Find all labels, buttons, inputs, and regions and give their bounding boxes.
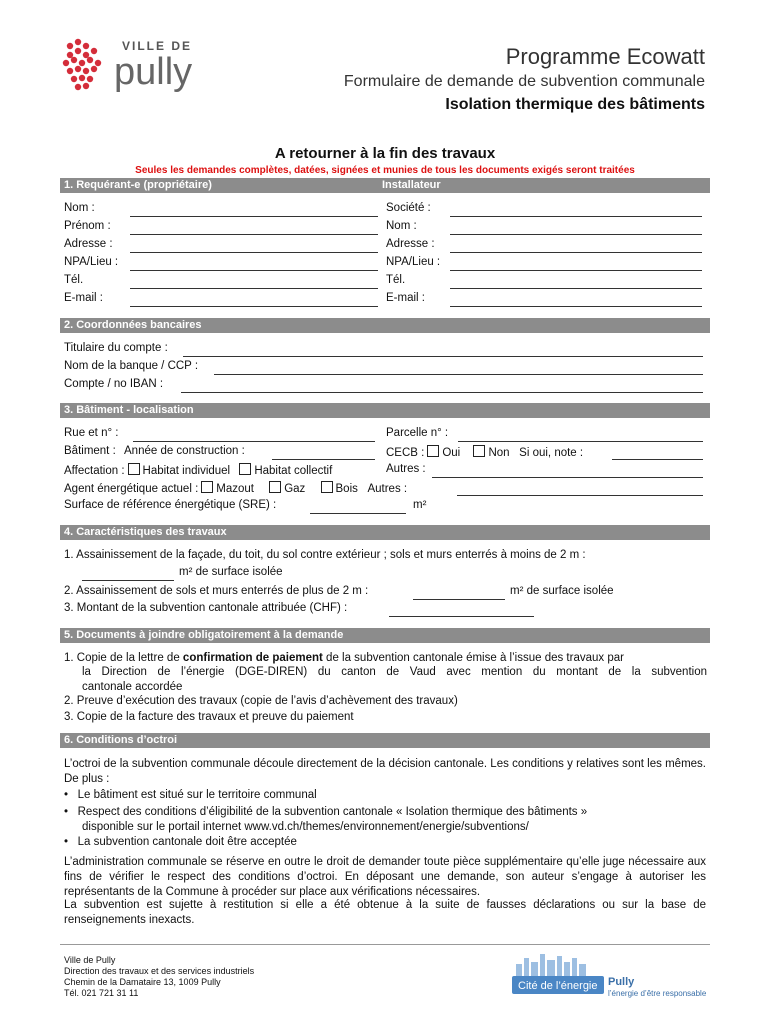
others2-field[interactable] (457, 495, 703, 496)
bank-field[interactable] (181, 392, 703, 393)
bullet-3: • La subvention cantonale doit être acceptée (64, 836, 297, 848)
section5-header (60, 628, 710, 643)
docs-item-1-line2: la Direction de l’énergie (DGE-DIREN) du canton de Vaud avec mention du montant de la subvention (82, 666, 707, 678)
parcel-field[interactable] (458, 441, 703, 442)
others-field[interactable] (432, 477, 703, 478)
bullet-2-line2: disponible sur le portail internet www.vd.ch/themes/environnement/energie/subventions/ (82, 821, 529, 833)
installer-label: E-mail : (386, 292, 425, 304)
applicant-field[interactable] (130, 270, 378, 271)
section4-header (60, 525, 710, 540)
installer-label: NPA/Lieu : (386, 256, 441, 268)
svg-text:pully: pully (114, 51, 193, 93)
gaz-label: Gaz (284, 483, 306, 495)
installer-label: Tél. (386, 274, 406, 286)
program-title: Programme Ecowatt (505, 44, 705, 69)
year-label: Année de construction : (124, 445, 245, 457)
parcel-label: Parcelle n° : (386, 427, 449, 439)
applicant-label: NPA/Lieu : (64, 256, 119, 268)
docs-item-1-bold: confirmation de paiement (182, 652, 323, 664)
cite-tagline: l’énergie d’être responsable (608, 989, 707, 998)
street-label: Rue et n° : (64, 427, 119, 439)
section6-title: 6. Conditions d’octroi (64, 734, 178, 746)
mazout-checkbox[interactable] (201, 481, 213, 493)
collective-checkbox[interactable] (239, 463, 251, 475)
year-field[interactable] (272, 459, 375, 460)
form-title: Formulaire de demande de subvention communale (343, 73, 705, 90)
gaz-checkbox[interactable] (269, 481, 281, 493)
works-item-1-unit: m² de surface isolée (179, 566, 283, 578)
note-field[interactable] (612, 459, 703, 460)
return-note: A retourner à la fin des travaux (274, 145, 496, 162)
bullet-2: • Respect des conditions d’éligibilité de la subvention cantonale « Isolation thermique des bâtiments » (64, 806, 588, 818)
works-item-1-field[interactable] (82, 580, 174, 581)
docs-item-3: 3. Copie de la facture des travaux et preuve du paiement (64, 711, 354, 723)
bois-checkbox[interactable] (321, 481, 333, 493)
applicant-label: E-mail : (64, 292, 103, 304)
cecb-row (386, 445, 583, 459)
installer-field[interactable] (450, 216, 702, 217)
footer-line-3: Chemin de la Damataire 13, 1009 Pully (64, 977, 221, 987)
cecb-no-checkbox[interactable] (473, 445, 485, 457)
sre-field[interactable] (310, 513, 406, 514)
section3-header (60, 403, 710, 418)
individual-label: Habitat individuel (142, 465, 231, 477)
applicant-field[interactable] (130, 252, 378, 253)
applicant-field[interactable] (130, 306, 378, 307)
building-label: Bâtiment : (64, 445, 116, 457)
applicant-field[interactable] (130, 216, 378, 217)
works-item-3-field[interactable] (389, 616, 534, 617)
conditions-paragraph-2: L’administration communale se réserve en outre le droit de demander toute pièce supplémentaire qu’elle juge nécessaire aux fins de vérifier le respect des conditions d’octroi. En déposant une demande, son auteur s’engage à autoriser les représentants de la Commune à procéder sur place aux vérifications nécessaires. (64, 856, 706, 898)
installer-label: Nom : (386, 220, 417, 232)
energy-row (64, 481, 407, 495)
bank-field[interactable] (214, 374, 703, 375)
installer-field[interactable] (450, 252, 702, 253)
footer-divider (60, 944, 710, 945)
cite-label: Cité de l’énergie (518, 980, 598, 992)
section5-title: 5. Documents à joindre obligatoirement à la demande (64, 629, 344, 641)
bullet-1-text: Le bâtiment est situé sur le territoire communal (77, 789, 317, 801)
cecb-label: CECB : (386, 447, 425, 459)
section2-title: 2. Coordonnées bancaires (64, 319, 202, 331)
bullet-1: • Le bâtiment est situé sur le territoire communal (64, 789, 317, 801)
applicant-label: Tél. (64, 274, 84, 286)
cite-city: Pully (608, 976, 635, 988)
conditions-paragraph-3: La subvention est sujette à restitution si elle a été obtenue à la suite de fausses déclarations ou sur la base de renseignements inexacts. (64, 899, 706, 926)
footer-line-1: Ville de Pully (64, 955, 116, 965)
bank-label: Titulaire du compte : (64, 342, 168, 354)
section2-header (60, 318, 710, 333)
installer-field[interactable] (450, 270, 702, 271)
collective-label: Habitat collectif (254, 465, 333, 477)
docs-item-1-line3: cantonale accordée (82, 681, 183, 693)
installer-field[interactable] (450, 306, 702, 307)
pully-logo (62, 36, 252, 94)
bullet-2-text: Respect des conditions d’éligibilité de la subvention cantonale « Isolation thermique des bâtiments » (77, 806, 588, 818)
bois-label: Bois (335, 483, 358, 495)
section1-header (60, 178, 710, 193)
installer-field[interactable] (450, 234, 702, 235)
applicant-label: Prénom : (64, 220, 111, 232)
affectation-label: Affectation : (64, 465, 125, 477)
installer-field[interactable] (450, 288, 702, 289)
section4-title: 4. Caractéristiques des travaux (64, 526, 227, 538)
works-item-2: 2. Assainissement de sols et murs enterrés de plus de 2 m : (64, 585, 369, 597)
docs-item-1-post: de la subvention cantonale émise à l’issue des travaux par (322, 652, 624, 664)
docs-item-1-pre: 1. Copie de la lettre de (64, 652, 183, 664)
conditions-intro: L’octroi de la subvention communale découle directement de la décision cantonale. Les conditions y relatives sont les mêmes. De plus : (64, 758, 706, 785)
installer-title: Installateur (382, 179, 441, 191)
section6-header (60, 733, 710, 748)
cecb-yes-checkbox[interactable] (427, 445, 439, 457)
others2-label: Autres : (367, 483, 408, 495)
section3-title: 3. Bâtiment - localisation (64, 404, 194, 416)
installer-label: Adresse : (386, 238, 435, 250)
footer-line-4: Tél. 021 721 31 11 (64, 988, 139, 998)
bank-label: Compte / no IBAN : (64, 378, 164, 390)
mazout-label: Mazout (216, 483, 254, 495)
works-item-2-unit: m² de surface isolée (510, 585, 614, 597)
street-field[interactable] (133, 441, 375, 442)
bullet-3-text: La subvention cantonale doit être acceptée (77, 836, 297, 848)
cecb-no-label: Non (488, 447, 510, 459)
warning-note: Seules les demandes complètes, datées, signées et munies de tous les documents exigés seront traitées (135, 165, 635, 176)
docs-item-2: 2. Preuve d’exécution des travaux (copie de l’avis d’achèvement des travaux) (64, 695, 458, 707)
docs-item-1 (64, 652, 624, 664)
cite-energie-logo (512, 950, 712, 1002)
section1-title: 1. Requérant-e (propriétaire) (64, 179, 212, 191)
works-item-1: 1. Assainissement de la façade, du toit, du sol contre extérieur ; sols et murs enterrés à moins de 2 m : (64, 549, 586, 561)
energy-agent-label: Agent énergétique actuel : (64, 483, 199, 495)
subject-title: Isolation thermique des bâtiments (445, 96, 705, 113)
applicant-label: Nom : (64, 202, 95, 214)
cecb-yes-label: Oui (442, 447, 461, 459)
installer-label: Société : (386, 202, 431, 214)
sre-label: Surface de référence énergétique (SRE) : (64, 499, 277, 511)
affectation-row (64, 463, 332, 477)
footer-line-2: Direction des travaux et des services industriels (64, 966, 255, 976)
svg-text:VILLE DE: VILLE DE (122, 39, 193, 53)
others-label: Autres : (386, 463, 426, 475)
sre-unit: m² (413, 499, 427, 511)
bank-field[interactable] (183, 356, 703, 357)
footer-address (64, 955, 254, 999)
works-item-3: 3. Montant de la subvention cantonale attribuée (CHF) : (64, 602, 348, 614)
works-item-2-field[interactable] (413, 599, 505, 600)
bank-label: Nom de la banque / CCP : (64, 360, 199, 372)
applicant-label: Adresse : (64, 238, 113, 250)
note-label: Si oui, note : (519, 447, 584, 459)
applicant-field[interactable] (130, 288, 378, 289)
applicant-field[interactable] (130, 234, 378, 235)
individual-checkbox[interactable] (128, 463, 140, 475)
